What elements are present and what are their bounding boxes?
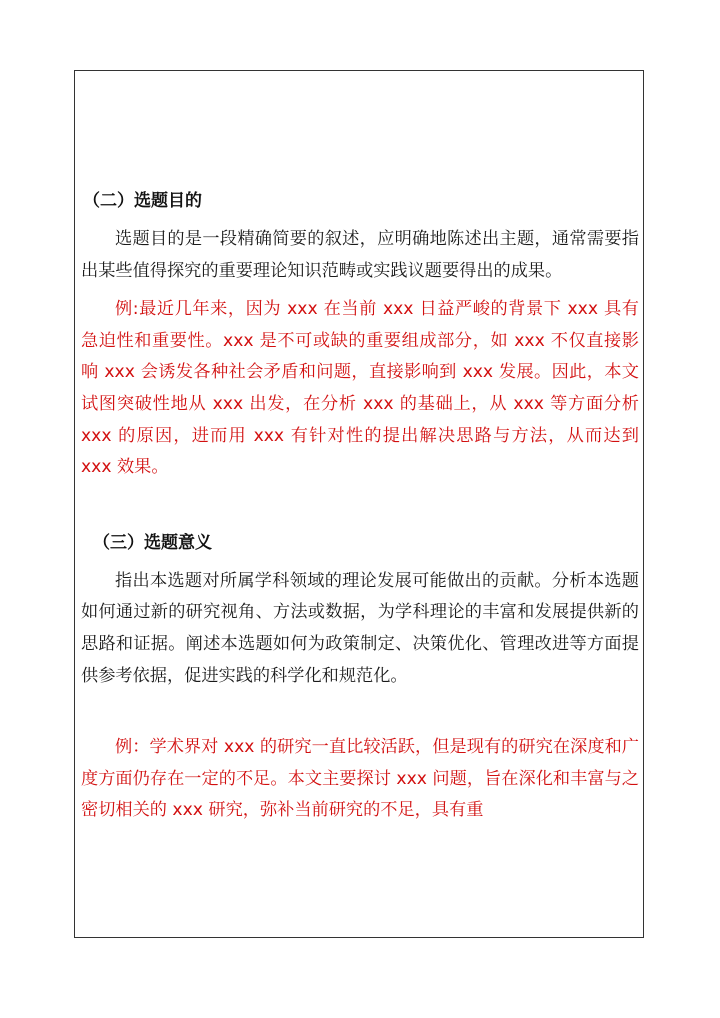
section-2-body: 选题目的是一段精确简要的叙述，应明确地陈述出主题，通常需要指出某些值得探究的重要理论知识范畴或实践议题要得出的成果。 [81, 229, 639, 281]
section-2-example: 例:最近几年来，因为 xxx 在当前 xxx 日益严峻的背景下 xxx 具有急迫性和重要性。xxx 是不可或缺的重要组成部分，如 xxx 不仅直接影响 xxx 会诱发各种社会矛盾和问题，直接影响到 xxx 发展。因此，本文试图突破性地从 xxx 出发，在分析 xxx 的基础上，从 xxx 等方面分析 xxx 的原因，进而用 xxx 有针对性的提出解决思路与方法，从而达到 xxx 效果。 [81, 299, 639, 478]
section-3 [81, 528, 639, 827]
document-content [81, 186, 639, 827]
document-frame [74, 70, 644, 938]
section-3-body: 指出本选题对所属学科领域的理论发展可能做出的贡献。分析本选题如何通过新的研究视角、方法或数据，为学科理论的丰富和发展提供新的思路和证据。阐述本选题如何为政策制定、决策优化、管理改进等方面提供参考依据，促进实践的科学化和规范化。 [81, 570, 639, 686]
section-3-example: 例：学术界对 xxx 的研究一直比较活跃，但是现有的研究在深度和广度方面仍存在一定的不足。本文主要探讨 xxx 问题，旨在深化和丰富与之密切相关的 xxx 研究，弥补当前研究的不足，具有重 [81, 737, 639, 821]
section-3-heading: （三）选题意义 [93, 532, 212, 553]
section-2-heading: （二）选题目的 [83, 191, 202, 211]
